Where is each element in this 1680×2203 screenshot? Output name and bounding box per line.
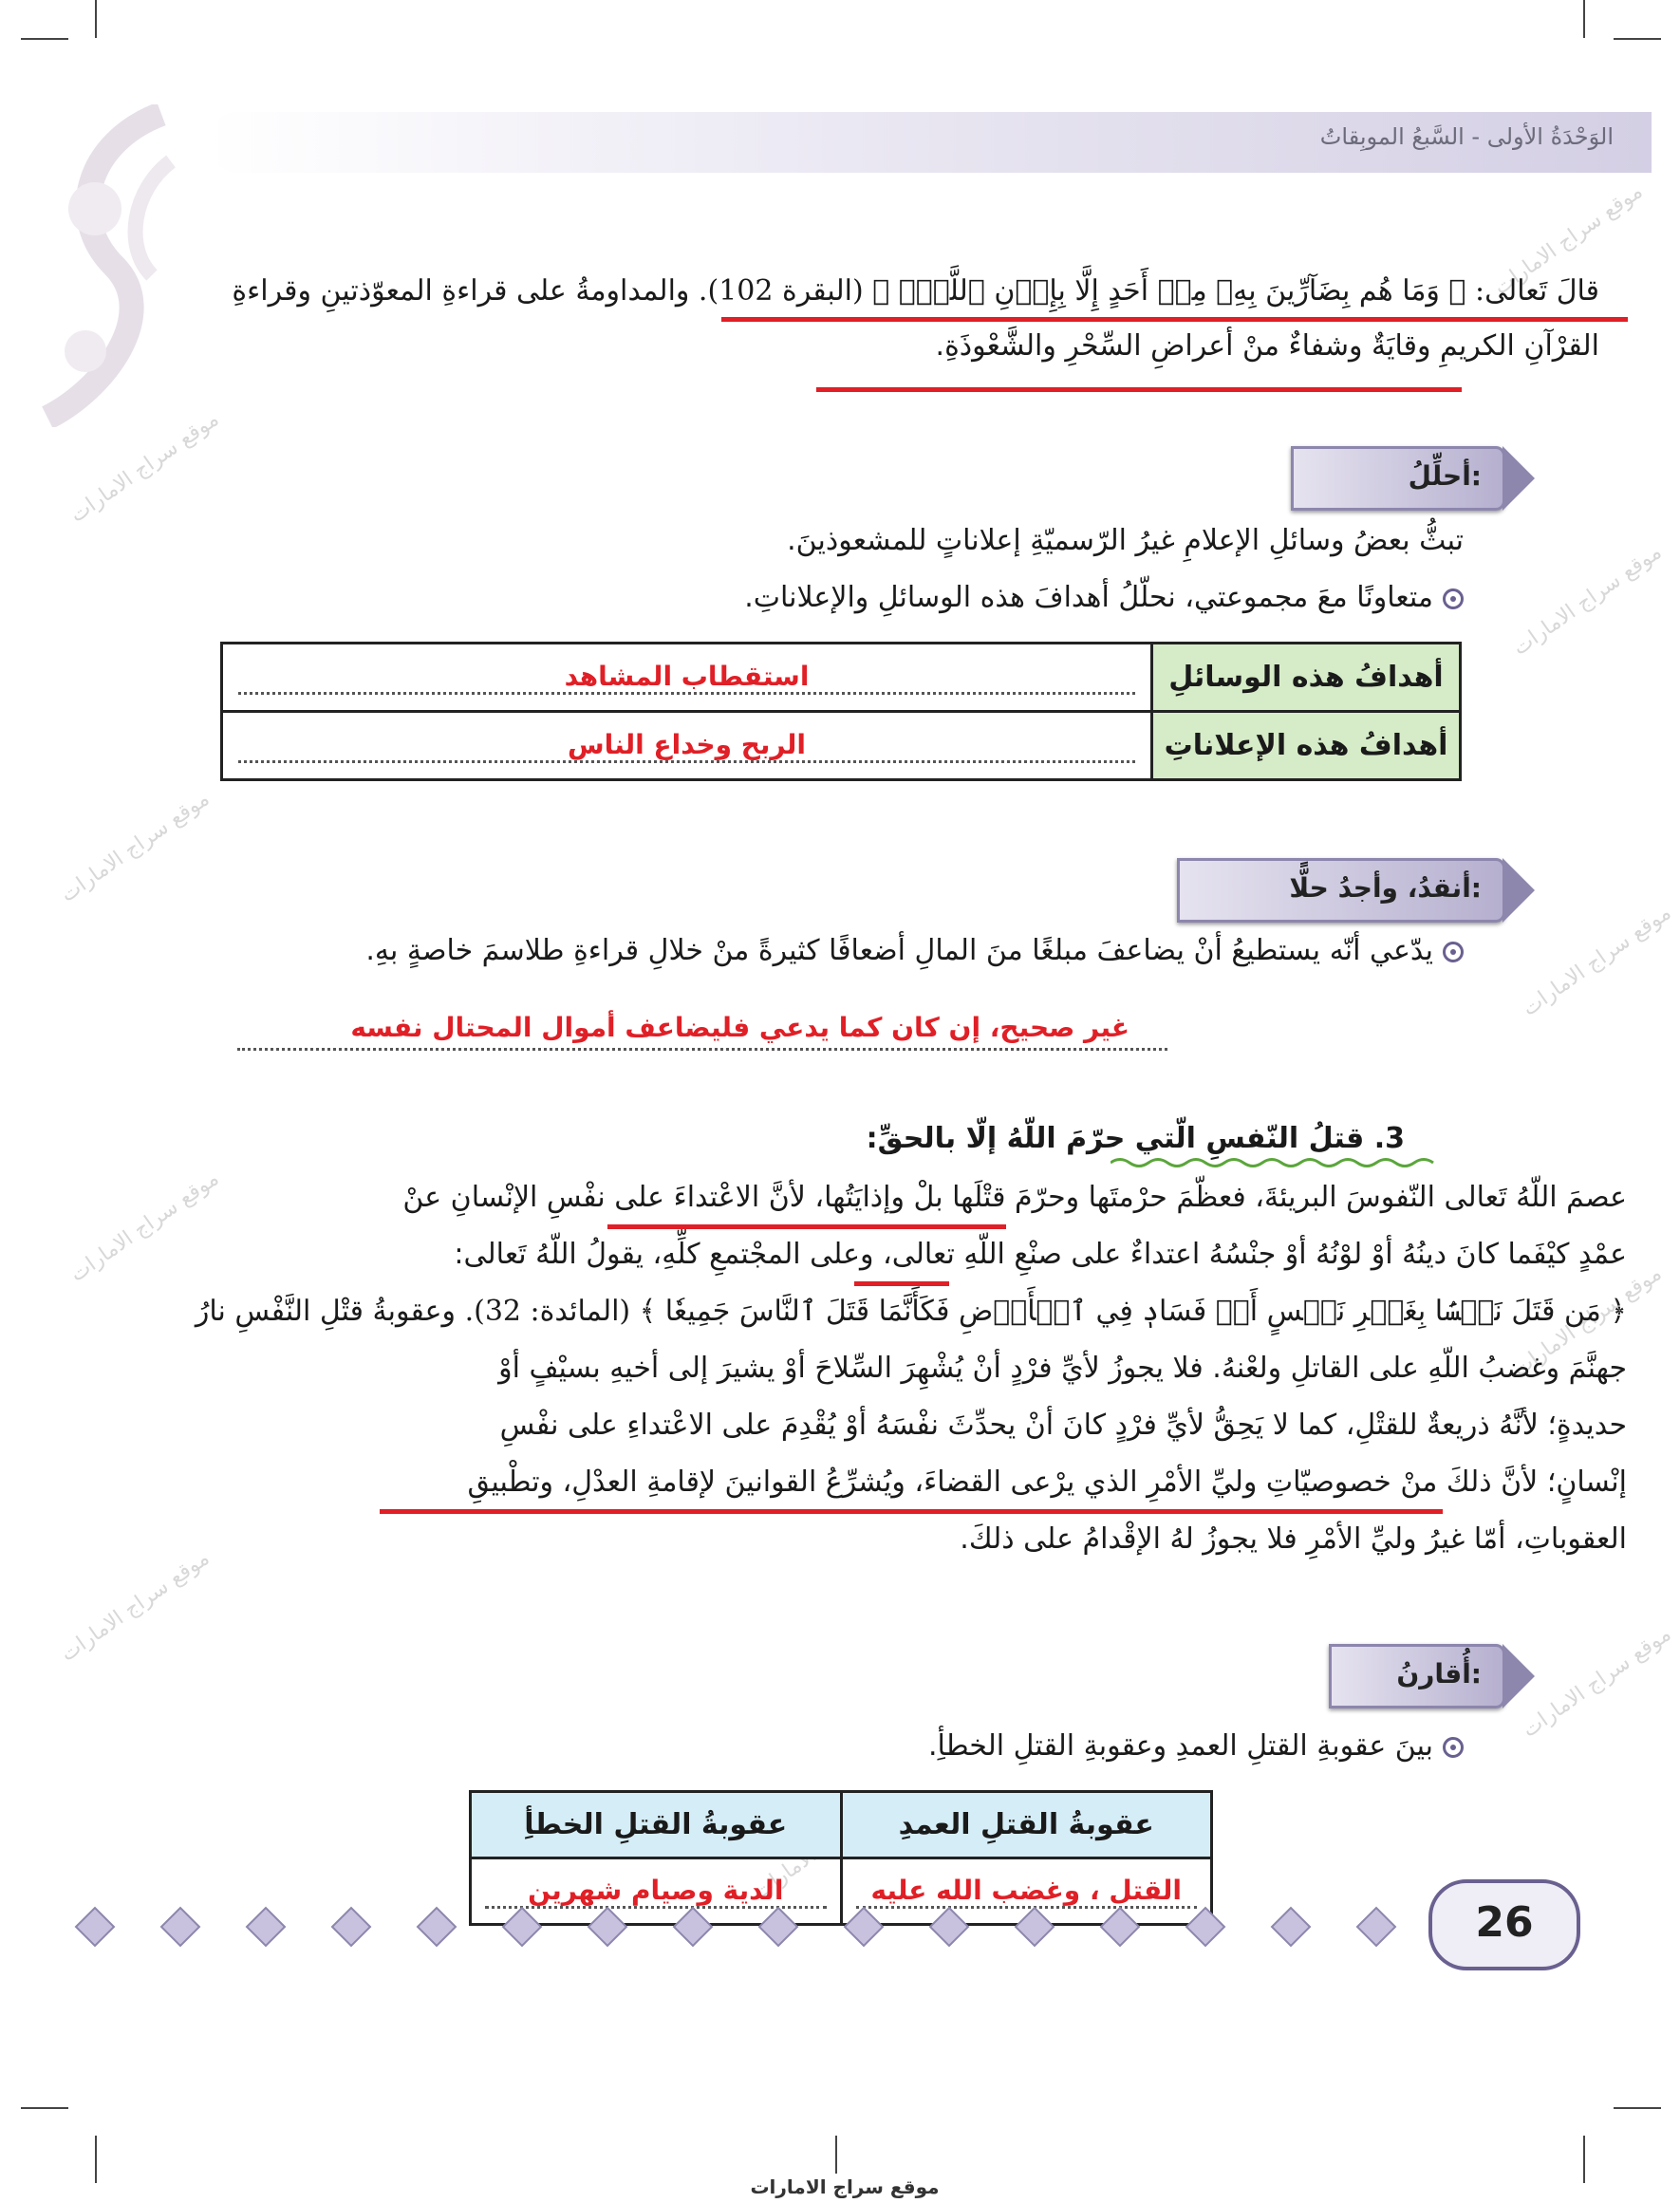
section3-line: جهنَّمَ وغضبُ اللّهِ على القاتلِ ولعْنهُ. فلا يجوزُ لأيِّ فرْدٍ أنْ يُشْهِرَ السِّلاحَ أوْ يشيرَ إلى أخيهِ بسيْفٍ أوْ (498, 1352, 1627, 1385)
analyze-task (135, 581, 1464, 614)
bullet-icon (1443, 942, 1464, 962)
unit-title: الوَحْدَةُ الأولى - السَّبعُ الموبِقاتُ (1319, 123, 1614, 150)
underline (721, 317, 1628, 322)
intro-line-1: قالَ تَعالى: ﴿ وَمَا هُم بِضَآرِّينَ بِهِۦ مِنۡ أَحَدٍ إِلَّا بِإِذۡنِ ٱللَّهِۚ ﴾ (البقرة 102). والمداومةُ على قراءةِ المعوّذتينِ وقراءةِ (232, 274, 1599, 308)
underline (607, 1224, 1006, 1229)
watermark-text: موقع سراج الامارات (1518, 901, 1676, 1021)
page-number: 26 (1475, 1898, 1534, 1947)
corner-ornament (28, 104, 180, 427)
compare-col1-header: عقوبةُ القتلِ العمدِ (841, 1792, 1212, 1858)
compare-task-text: بينَ عقوبةِ القتلِ العمدِ وعقوبةِ القتلِ الخطأِ. (928, 1729, 1433, 1763)
critique-task (135, 934, 1464, 967)
compare-task (135, 1729, 1464, 1763)
badge-arrow-icon (1503, 446, 1535, 511)
watermark-text: موقع سراج الامارات (1489, 179, 1648, 300)
intro-line-2: القرْآنِ الكريمِ وقايَةٌ وشفاءٌ منْ أعراضِ السِّحْرِ والشَّعْوذَةِ. (935, 329, 1599, 363)
analyze-badge (1291, 446, 1505, 511)
badge-arrow-icon (1503, 858, 1535, 923)
watermark-text: موقع سراج الامارات (1518, 1622, 1676, 1743)
underline (816, 387, 1462, 392)
section3-line: حديدةٍ؛ لأنَّهُ ذريعةٌ للقتْلِ، كما لا يَحِقُّ لأيِّ فرْدٍ كانَ أنْ يحدِّثَ نفْسَهُ أوْ يُقْدِمَ على الاعْتداءِ على نفْسِ (499, 1409, 1627, 1442)
critique-answer-line (237, 1012, 1167, 1051)
watermark-text: موقع سراج الامارات (56, 1546, 215, 1667)
analyze-task-text: متعاونًا معَ مجموعتي، نحلّلُ أهدافَ هذه الوسائلِ والإعلاناتِ. (744, 581, 1433, 614)
critique-answer: غير صحيح، إن كان كما يدعي فليضاعف أموال المحتال نفسه (350, 1012, 1129, 1043)
bullet-icon (1443, 1737, 1464, 1758)
underline (380, 1509, 1443, 1514)
section3-line: عمْدٍ كيْفَما كانَ دينُهُ أوْ لوْنُهُ أوْ جنْسُهُ اعتداءٌ على صنْعِ اللّهِ تعالى، وعلى المجْتمعِ كلِّهِ، يقولُ اللّهُ تَعالى: (454, 1238, 1627, 1271)
watermark-text: موقع سراج الامارات (749, 1783, 907, 1904)
analyze-answer: الربح وخداع الناس (568, 728, 806, 760)
analyze-text: تبثُّ بعضُ وسائلِ الإعلامِ غيرُ الرّسميّةِ إعلاناتٍ للمشعوذينَ. (787, 524, 1464, 557)
section3-line: عصمَ اللّهُ تَعالى النّفوسَ البريئةَ، فعظّمَ حرْمتَها وحرّمَ قتْلَها بلْ وإذايَتُها، لأنَّ الاعْتداءَ على نفْسِ الإنْسانِ عنْ (402, 1181, 1627, 1214)
critique-badge (1177, 858, 1505, 923)
analyze-row-label: أهدافُ هذه الوسائلِ (1152, 644, 1461, 712)
section3-line: إنْسانٍ؛ لأنَّ ذلكَ منْ خصوصيّاتِ وليِّ الأمْرِ الذي يرْعى القضاءَ، ويُشرِّعُ القوانينَ لإقامةِ العدْلِ، وتطْبيقِ (467, 1466, 1627, 1499)
critique-task-text: يدّعي أنّه يستطيعُ أنْ يضاعفَ مبلغًا منَ المالِ أضعافًا كثيرةً منْ خلالِ قراءةِ طلاسمَ خاصةٍ بهِ. (365, 934, 1433, 967)
wavy-underline (1111, 1156, 1443, 1169)
table-row (222, 712, 1461, 780)
analyze-row-label: أهدافُ هذه الإعلاناتِ (1152, 712, 1461, 780)
watermark-text: موقع سراج الامارات (1508, 540, 1667, 661)
watermark-text: موقع سراج الامارات (56, 787, 215, 907)
compare-col1-answer: القتل ، وغضب الله عليه (870, 1874, 1183, 1906)
page-number-frame (1428, 1879, 1580, 1970)
analyze-row-answer (222, 644, 1152, 712)
analyze-answer: استقطاب المشاهد (564, 660, 810, 692)
table-row (222, 644, 1461, 712)
section3-line: ﴿ مَن قَتَلَ نَفۡسَۢا بِغَيۡرِ نَفۡسٍ أَوۡ فَسَادٖ فِي ٱلۡأَرۡضِ فَكَأَنَّمَا قَتَلَ ٱلنَّاسَ جَمِيعٗا ﴾ (المائدة: 32). وعقوبةُ قتْلِ النَّفْسِ نارُ (195, 1295, 1627, 1328)
watermark-text: موقع سراج الامارات (65, 1167, 224, 1287)
bullet-icon (1443, 588, 1464, 609)
compare-col2-answer: الدية وصيام شهرين (528, 1874, 784, 1906)
analyze-table (220, 642, 1462, 781)
critique-badge-label: أنقدُ، وأجدُ حلًّا: (1289, 872, 1482, 904)
watermark-text: موقع سراج الامارات (1508, 1261, 1667, 1382)
section3-heading: 3. قتلُ النّفسِ الّتي حرّمَ اللّهُ إلّا بالحقِّ: (866, 1122, 1405, 1155)
compare-badge (1329, 1644, 1505, 1708)
table-row (471, 1792, 1212, 1858)
badge-arrow-icon (1503, 1644, 1535, 1708)
footer-ornament-band (57, 1898, 1405, 1955)
footer-site: موقع سراج الامارات (750, 2175, 940, 2198)
underline (854, 1281, 949, 1286)
section3-line: العقوباتِ، أمّا غيرُ وليِّ الأمْرِ فلا يجوزُ لهُ الإقْدامُ على ذلكَ. (960, 1522, 1627, 1556)
analyze-row-answer (222, 712, 1152, 780)
analyze-badge-label: أحلِّلُ: (1408, 460, 1482, 492)
watermark-text: موقع سراج الامارات (65, 407, 224, 528)
compare-col2-header: عقوبةُ القتلِ الخطأِ (471, 1792, 842, 1858)
compare-badge-label: أُقارنُ: (1396, 1658, 1482, 1690)
